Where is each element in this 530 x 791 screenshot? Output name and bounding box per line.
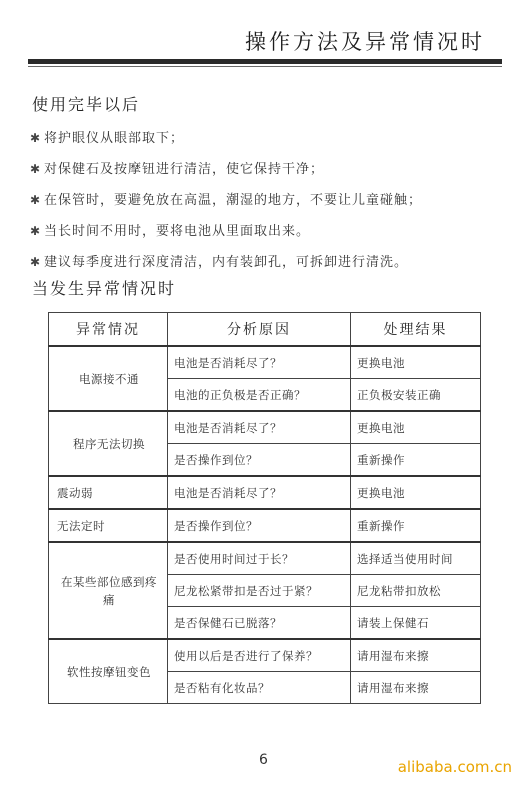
result-cell: 重新操作 — [351, 509, 481, 542]
result-cell: 请用湿布来擦 — [351, 672, 481, 704]
after-use-item-text: 在保管时，要避免放在高温，潮湿的地方，不要让儿童碰触； — [44, 193, 423, 208]
cause-cell: 是否操作到位？ — [168, 509, 351, 542]
cause-cell: 电池的正负极是否正确？ — [168, 379, 351, 412]
result-cell: 正负极安装正确 — [351, 379, 481, 412]
result-cell: 更换电池 — [351, 476, 481, 509]
header-rule — [28, 59, 502, 64]
after-use-item — [30, 190, 510, 221]
cause-cell: 是否操作到位？ — [168, 444, 351, 477]
result-cell: 更换电池 — [351, 411, 481, 444]
after-use-item-text: 建议每季度进行深度清洁，内有装卸孔，可拆卸进行清洗。 — [44, 255, 409, 270]
after-use-item — [30, 159, 510, 190]
cause-cell: 尼龙松紧带扣是否过于紧？ — [168, 575, 351, 607]
result-cell: 请装上保健石 — [351, 607, 481, 640]
asterisk-icon: ✱ — [30, 255, 42, 269]
cause-cell: 使用以后是否进行了保养？ — [168, 639, 351, 672]
page-header-title: 操作方法及异常情况时 — [245, 30, 485, 54]
column-header-symptom: 异常情况 — [49, 313, 168, 347]
after-use-item-text: 将护眼仪从眼部取下； — [44, 131, 185, 146]
table-row — [49, 639, 481, 672]
after-use-item — [30, 128, 510, 159]
result-cell: 更换电池 — [351, 346, 481, 379]
column-header-cause: 分析原因 — [168, 313, 351, 347]
result-cell: 选择适当使用时间 — [351, 542, 481, 575]
cause-cell: 是否保健石已脱落？ — [168, 607, 351, 640]
cause-cell: 是否粘有化妆品？ — [168, 672, 351, 704]
symptom-cell: 程序无法切换 — [49, 411, 168, 476]
troubleshooting-table — [48, 312, 481, 704]
cause-cell: 电池是否消耗尽了？ — [168, 411, 351, 444]
cause-cell: 电池是否消耗尽了？ — [168, 346, 351, 379]
result-cell: 重新操作 — [351, 444, 481, 477]
symptom-cell: 震动弱 — [49, 476, 168, 509]
table-row — [49, 476, 481, 509]
result-cell: 请用湿布来擦 — [351, 639, 481, 672]
after-use-item-text: 对保健石及按摩钮进行清洁，使它保持干净； — [44, 162, 325, 177]
page-number: 6 — [259, 752, 268, 768]
cause-cell: 是否使用时间过于长？ — [168, 542, 351, 575]
symptom-cell: 无法定时 — [49, 509, 168, 542]
asterisk-icon: ✱ — [30, 224, 42, 238]
cause-cell: 电池是否消耗尽了？ — [168, 476, 351, 509]
asterisk-icon: ✱ — [30, 131, 42, 145]
symptom-cell: 在某些部位感到疼痛 — [49, 542, 168, 639]
after-use-item-text: 当长时间不用时，要将电池从里面取出来。 — [44, 224, 311, 239]
table-row — [49, 542, 481, 575]
asterisk-icon: ✱ — [30, 193, 42, 207]
column-header-result: 处理结果 — [351, 313, 481, 347]
abnormal-title: 当发生异常情况时 — [32, 279, 177, 298]
asterisk-icon: ✱ — [30, 162, 42, 176]
result-cell: 尼龙粘带扣放松 — [351, 575, 481, 607]
after-use-title: 使用完毕以后 — [32, 95, 141, 114]
table-row — [49, 346, 481, 379]
watermark: alibaba.com.cn — [397, 758, 512, 776]
symptom-cell: 软性按摩钮变色 — [49, 639, 168, 704]
table-header-row — [49, 313, 481, 347]
symptom-cell: 电源接不通 — [49, 346, 168, 411]
after-use-list — [30, 128, 510, 283]
table-row — [49, 509, 481, 542]
table-row — [49, 411, 481, 444]
after-use-item — [30, 221, 510, 252]
